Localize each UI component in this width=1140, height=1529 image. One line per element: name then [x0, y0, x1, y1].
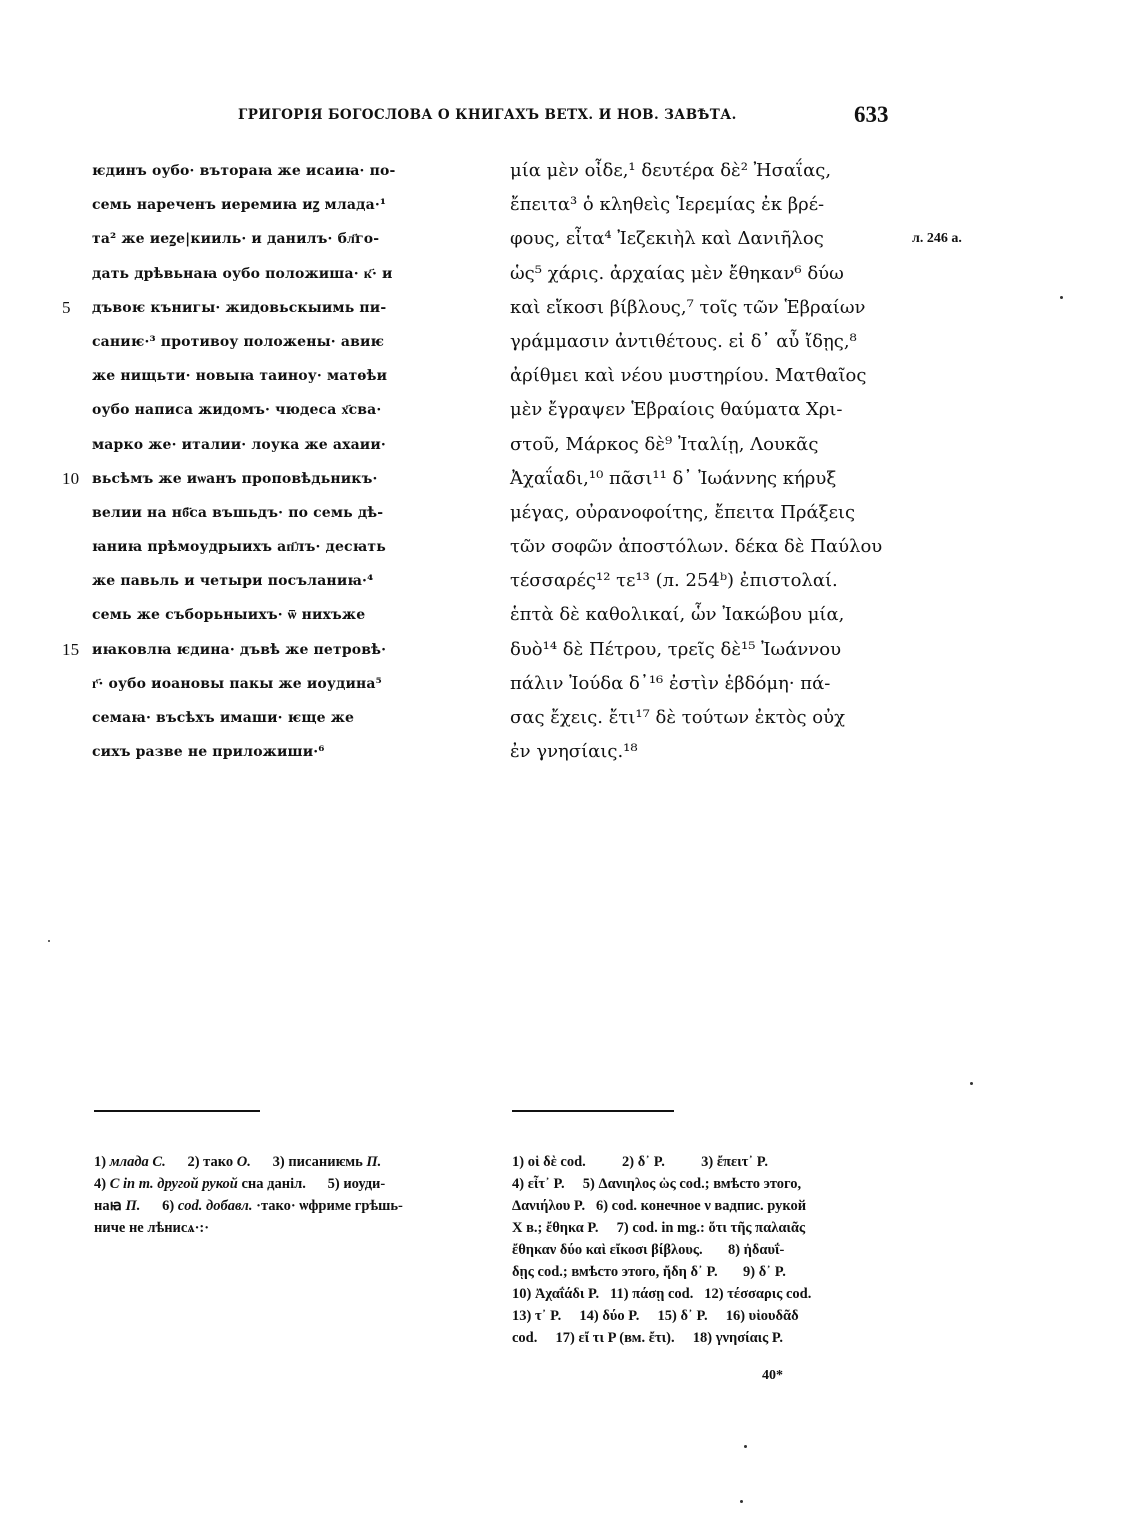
greek-line: τέσσαρές¹² τε¹³ (л. 254ᵇ) ἐπιστολαί.: [510, 570, 838, 592]
print-speck: [740, 1500, 743, 1503]
footnote-rule-right: [512, 1110, 674, 1112]
slavonic-line-text: ꙗниꙗ прѣмоудрыихъ ап҃лъ· десꙗть: [92, 539, 386, 556]
slavonic-line-text: же павьль и четыри посъланиꙗ·⁴: [92, 573, 374, 590]
slavonic-line: [92, 325, 492, 359]
footnote-segment: O.: [236, 1154, 251, 1170]
line-number: 10: [62, 468, 80, 488]
footnote-line: cod. 17) εἴ τι P (вм. ἔτι). 18) γνησίαις P.: [512, 1330, 784, 1346]
slavonic-line-text: дъвоѥ кънигы· жидовьскыимь пи-: [92, 299, 387, 316]
slavonic-line: [92, 222, 492, 256]
print-speck: [48, 940, 50, 942]
slavonic-line-text: семаꙗ· въсѣхъ имаши· ѥще же: [92, 710, 355, 726]
slavonic-line-text: семь нареченъ иеремиꙗ иꙁ млада·¹: [92, 197, 387, 214]
page-number: 633: [854, 102, 889, 127]
greek-line: καὶ εἴκοσι βίβλους,⁷ τοῖς τῶν Ἑβραίων: [510, 296, 866, 318]
footnote-line: X в.; ἔθηκα P. 7) cod. in mg.: ὅτι τῆς παλαιᾶς: [512, 1220, 806, 1236]
slavonic-line-text: ѥдинъ оубо· вътораꙗ же исаиꙗ· по-: [92, 163, 396, 179]
slavonic-line: [92, 667, 492, 701]
footnote-segment: cod. добавл.: [177, 1198, 253, 1214]
footnotes-right: [512, 1151, 904, 1349]
slavonic-line-text: сихъ разве не приложиши·⁶: [92, 744, 325, 761]
footnote-segment: П.: [366, 1154, 382, 1170]
footnote-segment: 6): [140, 1198, 178, 1214]
slavonic-line-text: оубо написа жидомъ· чюдеса х҃сва·: [92, 402, 382, 419]
slavonic-line: [92, 428, 492, 462]
signature-mark: 40*: [762, 1368, 783, 1383]
footnote-line: [94, 1151, 486, 1173]
running-title: ГРИГОРІЯ БОГОСЛОВА О КНИГАХЪ ВЕТХ. И НОВ. ЗАВѢТА.: [238, 107, 737, 123]
footnote-segment: 4): [94, 1176, 110, 1192]
print-speck: [970, 1082, 973, 1085]
slavonic-line: [92, 564, 492, 598]
footnote-segment: 1): [94, 1154, 110, 1170]
footnote-line: 1) οἱ δὲ cod. 2) δ᾽ P. 3) ἔπειτ᾽ P.: [512, 1154, 768, 1170]
slavonic-line-text: иꙗковлꙗ ѥдина· дъвѣ же петровѣ·: [92, 641, 387, 658]
slavonic-line: [92, 359, 492, 393]
footnote-segment: млада C.: [109, 1154, 166, 1170]
slavonic-line-text: марко же· италии· лоука же ахаии·: [92, 436, 386, 453]
slavonic-line-text: велии на нб҃са въшьдъ· по семь дѣ-: [92, 504, 384, 521]
slavonic-line-text: дать дрѣвьнаꙗ оубо положиша· к҃· и: [92, 265, 393, 282]
greek-line: φους, εἶτα⁴ Ἰεζεκιὴλ καὶ Δανιῆλος: [510, 228, 824, 250]
slavonic-line: [62, 633, 492, 667]
footnote-segment: П.: [125, 1198, 141, 1214]
slavonic-line: [92, 701, 492, 735]
slavonic-line: [92, 496, 492, 530]
slavonic-line-text: та² же иеꙁе|кииль· и данилъ· бл҃го-: [92, 231, 380, 248]
greek-line: ὡς⁵ χάρις. ἀρχαίας μὲν ἔθηκαν⁶ δύω: [510, 262, 844, 284]
greek-line: ἀρίθμει καὶ νέου μυστηρίου. Ματθαῖος: [510, 365, 867, 387]
footnote-segment: 2) тако: [165, 1154, 237, 1170]
line-number: 5: [62, 297, 71, 317]
greek-line: ἐν γνησίαις.¹⁸: [510, 741, 638, 763]
footnote-segment: ниче не лѣнисѧ·:·: [94, 1220, 210, 1236]
footnote-segment: наꙗ: [94, 1198, 126, 1214]
footnote-line: ἔθηκαν δύο καὶ εἴκοσι βίβλους. 8) ἠδαυΐ-: [512, 1242, 785, 1258]
footnote-line: 10) Ἀχαΐάδι P. 11) πάσῃ cod. 12) τέσσαρις cod.: [512, 1286, 812, 1302]
slavonic-line-text: семь же съборьныихъ· ѿ нихъже: [92, 607, 366, 624]
slavonic-line: [92, 257, 492, 291]
footnote-line: δῃς cod.; вмѣсто этого, ἤδη δ᾽ P. 9) δ᾽ P.: [512, 1264, 786, 1280]
footnote-rule-left: [94, 1110, 260, 1112]
greek-line: μία μὲν οἶδε,¹ δευτέρα δὲ² Ἠσαΐας,: [510, 160, 832, 181]
greek-line: ἔπειτα³ ὁ κληθεὶς Ἱερεμίας ἐκ βρέ-: [510, 194, 825, 216]
greek-line: στοῦ, Μάρκος δὲ⁹ Ἰταλίῃ, Λουκᾶς: [510, 433, 819, 455]
greek-line: σας ἔχεις. ἔτι¹⁷ δὲ τούτων ἐκτὸς οὐχ: [510, 707, 845, 728]
footnote-segment: C in m. другой рукой: [109, 1176, 238, 1192]
line-number: 15: [62, 639, 80, 659]
greek-column: [510, 154, 910, 769]
slavonic-line-text: саниѥ·³ противоу положены· авиѥ: [92, 333, 385, 350]
slavonic-line: [92, 735, 492, 769]
slavonic-line-text: же нищьти· новыꙗ таиноу· матѳѣи: [92, 368, 388, 385]
slavonic-line: [62, 291, 492, 325]
footnote-line: 13) τ᾽ P. 14) δύο P. 15) δ᾽ P. 16) υἱουδᾶδ: [512, 1308, 799, 1324]
footnote-line: 4) εἶτ᾽ P. 5) Δανιηλος ὡς cod.; вмѣсто этого,: [512, 1176, 802, 1192]
footnote-segment: сна даніл. 5) иоуди-: [237, 1176, 386, 1192]
slavonic-line: [92, 598, 492, 632]
footnote-segment: ·тако· ѡфриме грѣшь-: [252, 1198, 403, 1214]
church-slavonic-column: [62, 154, 492, 769]
greek-line: τῶν σοφῶν ἀποστόλων. δέκα δὲ Παύλου: [510, 536, 883, 558]
footnote-line: [94, 1217, 486, 1239]
footnote-line: [94, 1173, 486, 1195]
greek-line: γράμμασιν ἀντιθέτους. εἰ δ᾽ αὖ ἴδῃς,⁸: [510, 330, 857, 352]
greek-line: μέγας, οὐρανοφοίτης, ἔπειτα Πράξεις: [510, 501, 856, 523]
greek-line: δυὸ¹⁴ δὲ Πέτρου, τρεῖς δὲ¹⁵ Ἰωάννου: [510, 638, 842, 660]
slavonic-line: [92, 530, 492, 564]
slavonic-line: [92, 188, 492, 222]
slavonic-line: [62, 462, 492, 496]
greek-line: μὲν ἔγραψεν Ἑβραίοις θαύματα Χρι-: [510, 399, 843, 421]
print-speck: [744, 1445, 747, 1448]
greek-line: πάλιν Ἰούδα δ᾽¹⁶ ἐστὶν ἑβδόμη· πά-: [510, 672, 831, 694]
print-speck: [1060, 296, 1063, 299]
slavonic-line-text: вьсѣмъ же иѡанъ проповѣдьникъ·: [92, 470, 378, 487]
footnotes-left: [94, 1151, 486, 1239]
footnote-segment: 3) писаниѥмь: [250, 1154, 367, 1170]
greek-line: ἑπτὰ δὲ καθολικαί, ὧν Ἰακώβου μία,: [510, 604, 845, 626]
footnote-line: Δανιήλου P. 6) cod. конечное ν вадпис. рукой: [512, 1198, 807, 1214]
margin-folio-note: л. 246 а.: [912, 231, 962, 246]
slavonic-line: [92, 154, 492, 188]
footnote-line: [94, 1195, 486, 1217]
greek-line: Ἀχαΐαδι,¹⁰ πᾶσι¹¹ δ᾽ Ἰωάννης κήρυξ: [510, 467, 837, 489]
slavonic-line-text: г҃· оубо иоановы пакы же иоудина⁵: [92, 675, 382, 692]
slavonic-line: [92, 393, 492, 427]
